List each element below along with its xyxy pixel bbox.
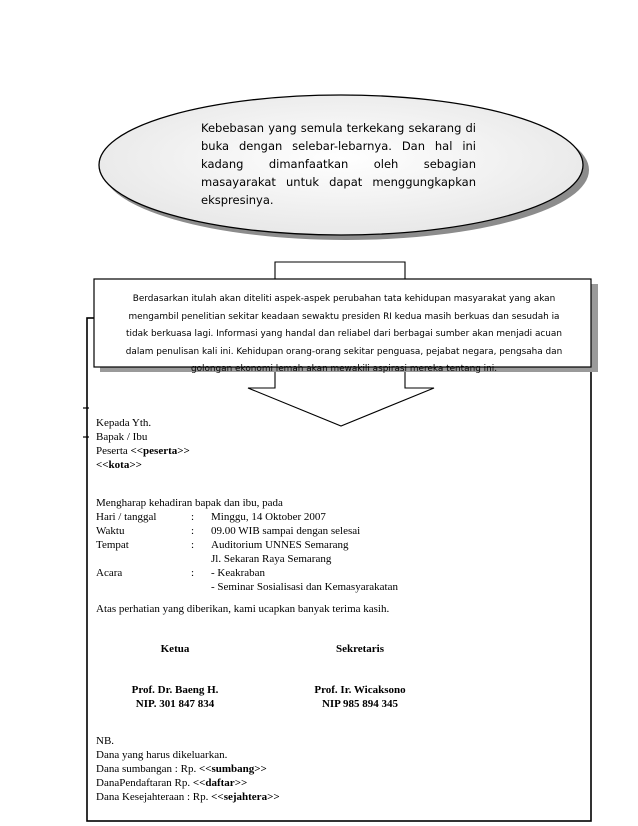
daftar-field: <<daftar>>	[192, 777, 248, 789]
signature-left-nip: NIP. 301 847 834	[135, 698, 215, 710]
recipient-peserta	[96, 444, 190, 458]
nb-daftar	[96, 776, 247, 790]
sumbang-field: <<sumbang>>	[198, 763, 267, 775]
detail-value: Minggu, 14 Oktober 2007	[211, 511, 326, 523]
peserta-field: <<peserta>>	[130, 445, 190, 457]
detail-value: Auditorium UNNES Semarang	[211, 539, 349, 551]
signature-right-nip: NIP 985 894 345	[321, 698, 399, 710]
signature-left-role: Ketua	[160, 643, 190, 655]
oval-line: kadang dimanfaatkan oleh sebagian	[201, 157, 476, 171]
recipient-line-1: Kepada Yth.	[96, 417, 152, 429]
detail-value: 09.00 WIB sampai dengan selesai	[211, 525, 361, 537]
oval-line: Kebebasan yang semula terkekang sekarang di	[201, 121, 476, 135]
detail-sep: :	[191, 525, 195, 537]
oval-line: buka dengan selebar-lebarnya. Dan hal ini	[201, 139, 476, 153]
banner-line: Berdasarkan itulah akan diteliti aspek-aspek perubahan tata kehidupan masyarakat yang akan	[132, 294, 556, 304]
detail-sep: :	[191, 567, 195, 579]
detail-label: Tempat	[96, 539, 129, 551]
signature-right-name: Prof. Ir. Wicaksono	[314, 684, 406, 696]
detail-value: Jl. Sekaran Raya Semarang	[211, 553, 332, 565]
nb-sejahtera	[96, 790, 280, 804]
oval-text	[201, 119, 476, 209]
sejahtera-field: <<sejahtera>>	[211, 791, 280, 803]
detail-label: Hari / tanggal	[96, 511, 157, 523]
banner-line: tidak berkuasa lagi. Informasi yang handal dan reliabel dari berbagai sumber akan menjadi acuan	[126, 329, 562, 339]
peserta-prefix: Peserta	[96, 445, 131, 457]
detail-label: Waktu	[96, 525, 125, 537]
banner-line: dalam penulisan kali ini. Kehidupan orang-orang sekitar penguasa, pejabat negara, pengsaha dan	[125, 346, 563, 357]
banner-text	[103, 291, 585, 379]
nb-line-1: Dana yang harus dikeluarkan.	[96, 749, 228, 761]
closing-text: Atas perhatian yang diberikan, kami ucapkan banyak terima kasih.	[96, 603, 390, 615]
oval-line: ekspresinya.	[201, 193, 274, 207]
nb-title: NB.	[96, 735, 115, 747]
banner-line: golongan ekonomi lemah akan mewakili aspirasi mereka tentang ini.	[190, 364, 498, 374]
detail-value: - Keakraban	[211, 567, 266, 579]
sejahtera-prefix: Dana Kesejahteraan : Rp.	[96, 791, 212, 803]
detail-sep: :	[191, 539, 195, 551]
signature-right-role: Sekretaris	[335, 643, 385, 655]
kota-field: <<kota>>	[96, 459, 142, 471]
sumbang-prefix: Dana sumbangan : Rp.	[96, 763, 199, 775]
recipient-line-2: Bapak / Ibu	[96, 431, 148, 443]
detail-label: Acara	[96, 567, 123, 579]
daftar-prefix: DanaPendaftaran Rp.	[96, 777, 193, 789]
signature-left-name: Prof. Dr. Baeng H.	[131, 684, 219, 696]
detail-sep: :	[191, 511, 195, 523]
oval-line: masayarakat untuk dapat menggungkapkan	[201, 175, 476, 189]
banner-line: mengambil penelitian sekitar keadaan sewaktu presiden RI kedua masih berkuas dan sesudah ia	[128, 311, 560, 322]
detail-value: - Seminar Sosialisasi dan Kemasyarakatan	[211, 581, 398, 593]
intro-text: Mengharap kehadiran bapak dan ibu, pada	[96, 497, 283, 509]
nb-sumbang	[96, 762, 267, 776]
